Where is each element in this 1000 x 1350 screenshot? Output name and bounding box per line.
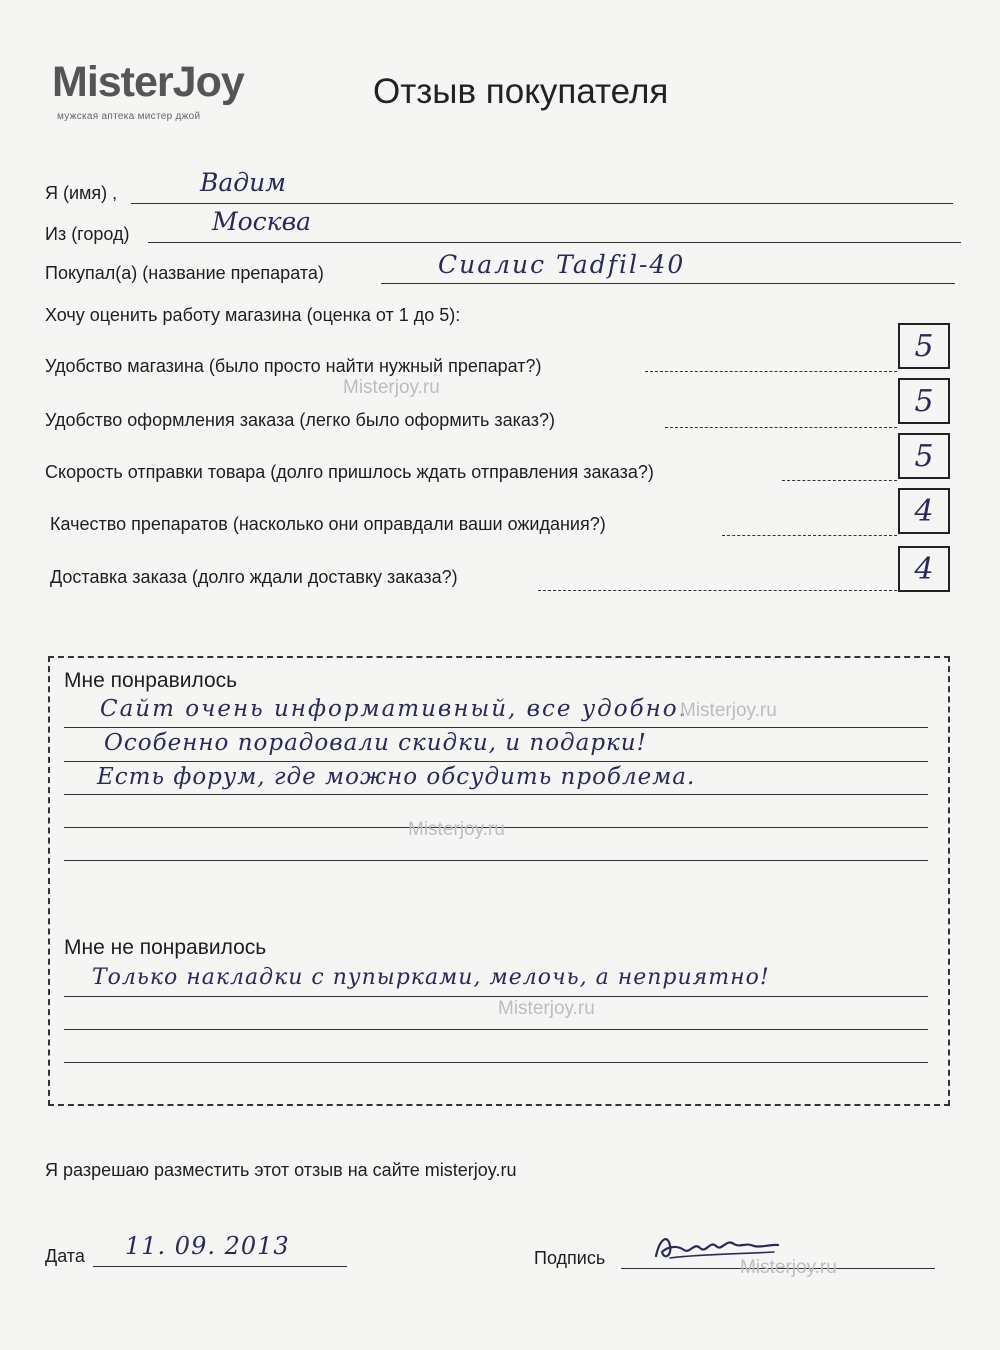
date-line	[93, 1266, 347, 1267]
disliked-heading: Мне не понравилось	[64, 936, 267, 959]
disliked-line-1	[64, 996, 928, 997]
liked-text-3: Есть форум, где можно обсудить проблема.	[97, 764, 696, 790]
rating-score-3: 5	[898, 433, 950, 479]
rating-leader-3	[782, 480, 897, 481]
rating-label-5: Доставка заказа (долго ждали доставку заказа?)	[50, 567, 458, 587]
logo: MisterJoy	[52, 58, 244, 106]
watermark-5: Misterjoy.ru	[740, 1257, 837, 1278]
product-value: Сиалис Tadfil-40	[438, 250, 686, 279]
watermark-4: Misterjoy.ru	[498, 998, 595, 1019]
signature-label: Подпись	[534, 1248, 606, 1268]
liked-text-2: Особенно порадовали скидки, и подарки!	[104, 730, 647, 756]
liked-text-1: Сайт очень информативный, все удобно.	[100, 696, 688, 722]
rating-leader-4	[722, 535, 897, 536]
rating-leader-5	[538, 590, 897, 591]
watermark-1: Misterjoy.ru	[343, 377, 440, 398]
rating-label-4: Качество препаратов (насколько они оправдали ваши ожидания?)	[50, 514, 606, 534]
rating-label-3: Скорость отправки товара (долго пришлось ждать отправления заказа?)	[45, 462, 654, 482]
city-value: Москва	[212, 207, 312, 236]
city-label: Из (город)	[45, 224, 130, 244]
watermark-2: Misterjoy.ru	[680, 700, 777, 721]
date-value: 11. 09. 2013	[125, 1232, 290, 1260]
liked-line-5	[64, 860, 928, 861]
disliked-line-3	[64, 1062, 928, 1063]
disliked-line-2	[64, 1029, 928, 1030]
rating-score-1: 5	[898, 323, 950, 369]
rating-score-2: 5	[898, 378, 950, 424]
rating-label-1: Удобство магазина (было просто найти нужный препарат?)	[45, 356, 542, 376]
consent-text: Я разрешаю разместить этот отзыв на сайте misterjoy.ru	[45, 1160, 517, 1180]
liked-line-2	[64, 761, 928, 762]
comments-frame	[48, 656, 950, 1106]
date-label: Дата	[45, 1246, 85, 1266]
name-label: Я (имя) ,	[45, 183, 118, 203]
liked-line-3	[64, 794, 928, 795]
product-label: Покупал(а) (название препарата)	[45, 263, 324, 283]
liked-line-1	[64, 727, 928, 728]
logo-subtitle: мужская аптека мистер джой	[57, 111, 201, 122]
disliked-text-1: Только накладки с пупырками, мелочь, а неприятно!	[92, 965, 770, 990]
rating-intro: Хочу оценить работу магазина (оценка от 1 до 5):	[45, 305, 461, 325]
rating-label-2: Удобство оформления заказа (легко было оформить заказ?)	[45, 410, 555, 430]
rating-score-5: 4	[898, 546, 950, 592]
city-line	[148, 242, 961, 243]
rating-leader-1	[645, 371, 897, 372]
page-title: Отзыв покупателя	[373, 72, 669, 111]
name-line	[131, 203, 953, 204]
rating-score-4: 4	[898, 488, 950, 534]
product-line	[381, 283, 955, 284]
watermark-3: Misterjoy.ru	[408, 819, 505, 840]
rating-leader-2	[665, 427, 897, 428]
liked-heading: Мне понравилось	[64, 669, 238, 692]
name-value: Вадим	[200, 168, 286, 197]
